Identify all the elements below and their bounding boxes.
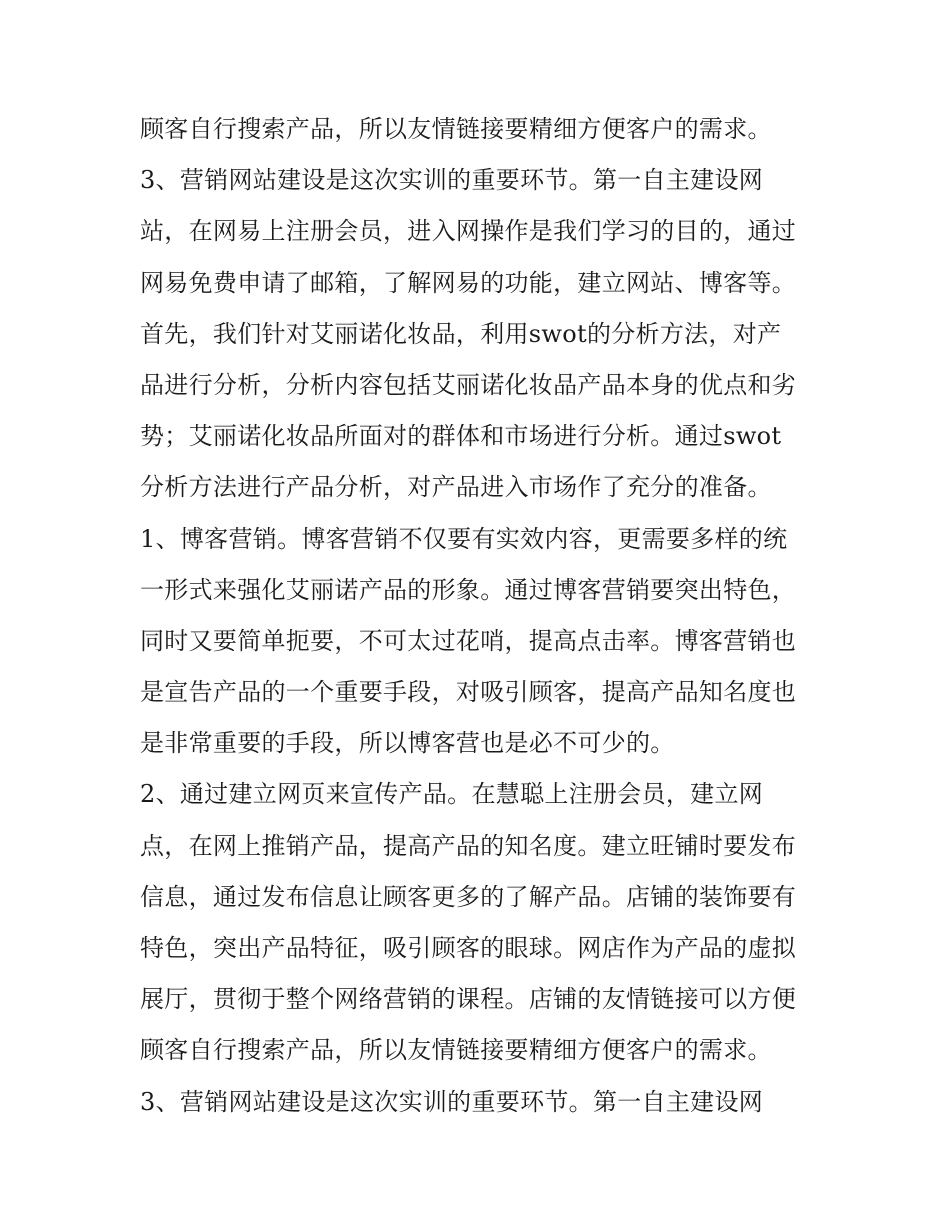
text-line: 品进行分析，分析内容包括艾丽诺化妆品产品本身的优点和劣: [140, 370, 797, 399]
text-line: 3、营销网站建设是这次实训的重要环节。第一自主建设网: [140, 1087, 764, 1116]
text-line: 2、通过建立网页来宣传产品。在慧聪上注册会员，建立网: [140, 780, 764, 809]
text-line: 分析方法进行产品分析，对产品进入市场作了充分的准备。: [140, 473, 772, 502]
body-text: [140, 104, 830, 1128]
text-line: 展厅，贯彻于整个网络营销的课程。店铺的友情链接可以方便: [140, 985, 797, 1014]
text-line: 站，在网易上注册会员，进入网操作是我们学习的目的，通过: [140, 217, 797, 246]
text-line: 1、博客营销。博客营销不仅要有实效内容，更需要多样的统: [140, 524, 788, 553]
text-line: 势；艾丽诺化妆品所面对的群体和市场进行分析。通过swot: [140, 422, 782, 451]
text-line: 同时又要简单扼要，不可太过花哨，提高点击率。博客营销也: [140, 626, 797, 655]
text-line: 顾客自行搜索产品，所以友情链接要精细方便客户的需求。: [140, 115, 772, 143]
text-line: 是宣告产品的一个重要手段，对吸引顾客，提高产品知名度也: [140, 678, 797, 707]
text-line: 顾客自行搜索产品，所以友情链接要精细方便客户的需求。: [140, 1036, 772, 1065]
text-line: 网易免费申请了邮箱，了解网易的功能，建立网站、博客等。: [140, 268, 797, 297]
text-line: 点，在网上推销产品，提高产品的知名度。建立旺铺时要发布: [140, 831, 797, 860]
text-line: 信息，通过发布信息让顾客更多的了解产品。店铺的装饰要有: [140, 882, 797, 911]
text-line: 是非常重要的手段，所以博客营也是必不可少的。: [140, 729, 675, 758]
text-line: 3、营销网站建设是这次实训的重要环节。第一自主建设网: [140, 166, 764, 195]
text-line: 特色，突出产品特征，吸引顾客的眼球。网店作为产品的虚拟: [140, 934, 797, 962]
text-line: 首先，我们针对艾丽诺化妆品，利用swot的分析方法，对产: [140, 319, 782, 348]
text-line: 一形式来强化艾丽诺产品的形象。通过博客营销要突出特色，: [140, 575, 797, 604]
